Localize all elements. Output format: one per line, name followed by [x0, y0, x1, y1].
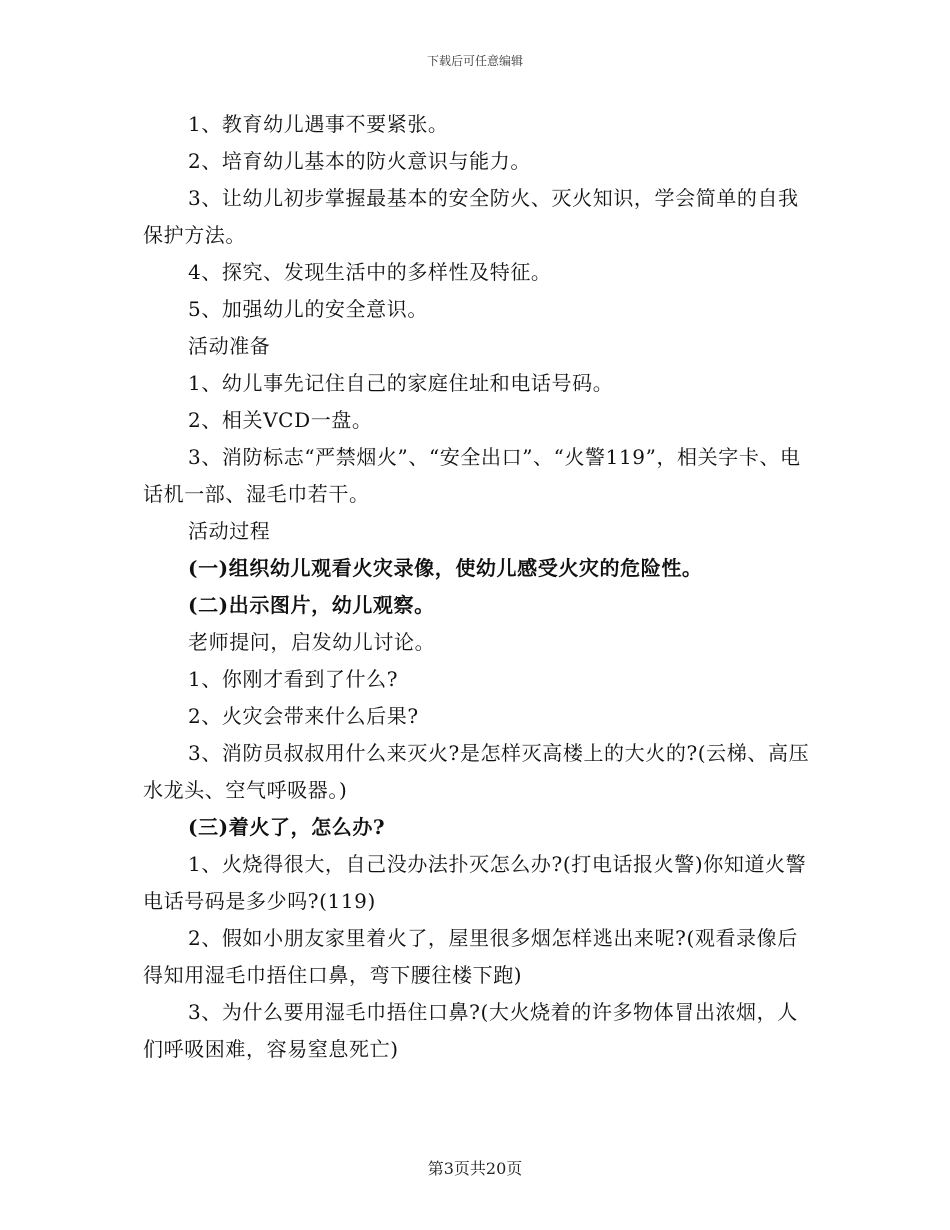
paragraph: 2、假如小朋友家里着火了，屋里很多烟怎样逃出来呢?(观看录像后得知用湿毛巾捂住口鼻，弯下腰往楼下跑)	[143, 926, 798, 987]
page-header: 下载后可任意编辑	[426, 54, 523, 68]
paragraph: 3、为什么要用湿毛巾捂住口鼻?(大火烧着的许多物体冒出浓烟，人们呼吸困难，容易窒息死亡)	[143, 1000, 798, 1061]
subsection-heading: (三)着火了，怎么办?	[188, 815, 386, 839]
paragraph: 2、火灾会带来什么后果?	[188, 704, 419, 728]
paragraph: 3、让幼儿初步掌握最基本的安全防火、灭火知识，学会简单的自我保护方法。	[143, 186, 799, 247]
paragraph: 4、探究、发现生活中的多样性及特征。	[188, 260, 552, 284]
paragraph: 3、消防员叔叔用什么来灭火?是怎样灭高楼上的大火的?(云梯、高压水龙头、空气呼吸器。)	[143, 741, 810, 802]
paragraph: 老师提问，启发幼儿讨论。	[188, 630, 436, 654]
paragraph: 5、加强幼儿的安全意识。	[188, 297, 428, 321]
section-heading: 活动过程	[188, 519, 271, 543]
subsection-heading: (一)组织幼儿观看火灾录像，使幼儿感受火灾的危险性。	[188, 556, 703, 580]
document-body	[143, 106, 813, 1068]
page-footer: 第3页共20页	[427, 1159, 523, 1178]
paragraph: 1、火烧得很大，自己没办法扑灭怎么办?(打电话报火警)你知道火警电话号码是多少吗?(119)	[143, 852, 807, 913]
paragraph: 3、消防标志“严禁烟火”、“安全出口”、“火警119”，相关字卡、电话机一部、湿毛巾若干。	[143, 445, 801, 506]
paragraph: 2、培育幼儿基本的防火意识与能力。	[188, 149, 531, 173]
paragraph: 1、教育幼儿遇事不要紧张。	[188, 112, 449, 136]
paragraph: 1、幼儿事先记住自己的家庭住址和电话号码。	[188, 371, 614, 395]
subsection-heading: (二)出示图片，幼儿观察。	[188, 593, 435, 617]
section-heading: 活动准备	[188, 334, 271, 358]
paragraph: 1、你刚才看到了什么?	[188, 667, 399, 691]
paragraph: 2、相关VCD一盘。	[188, 408, 373, 432]
